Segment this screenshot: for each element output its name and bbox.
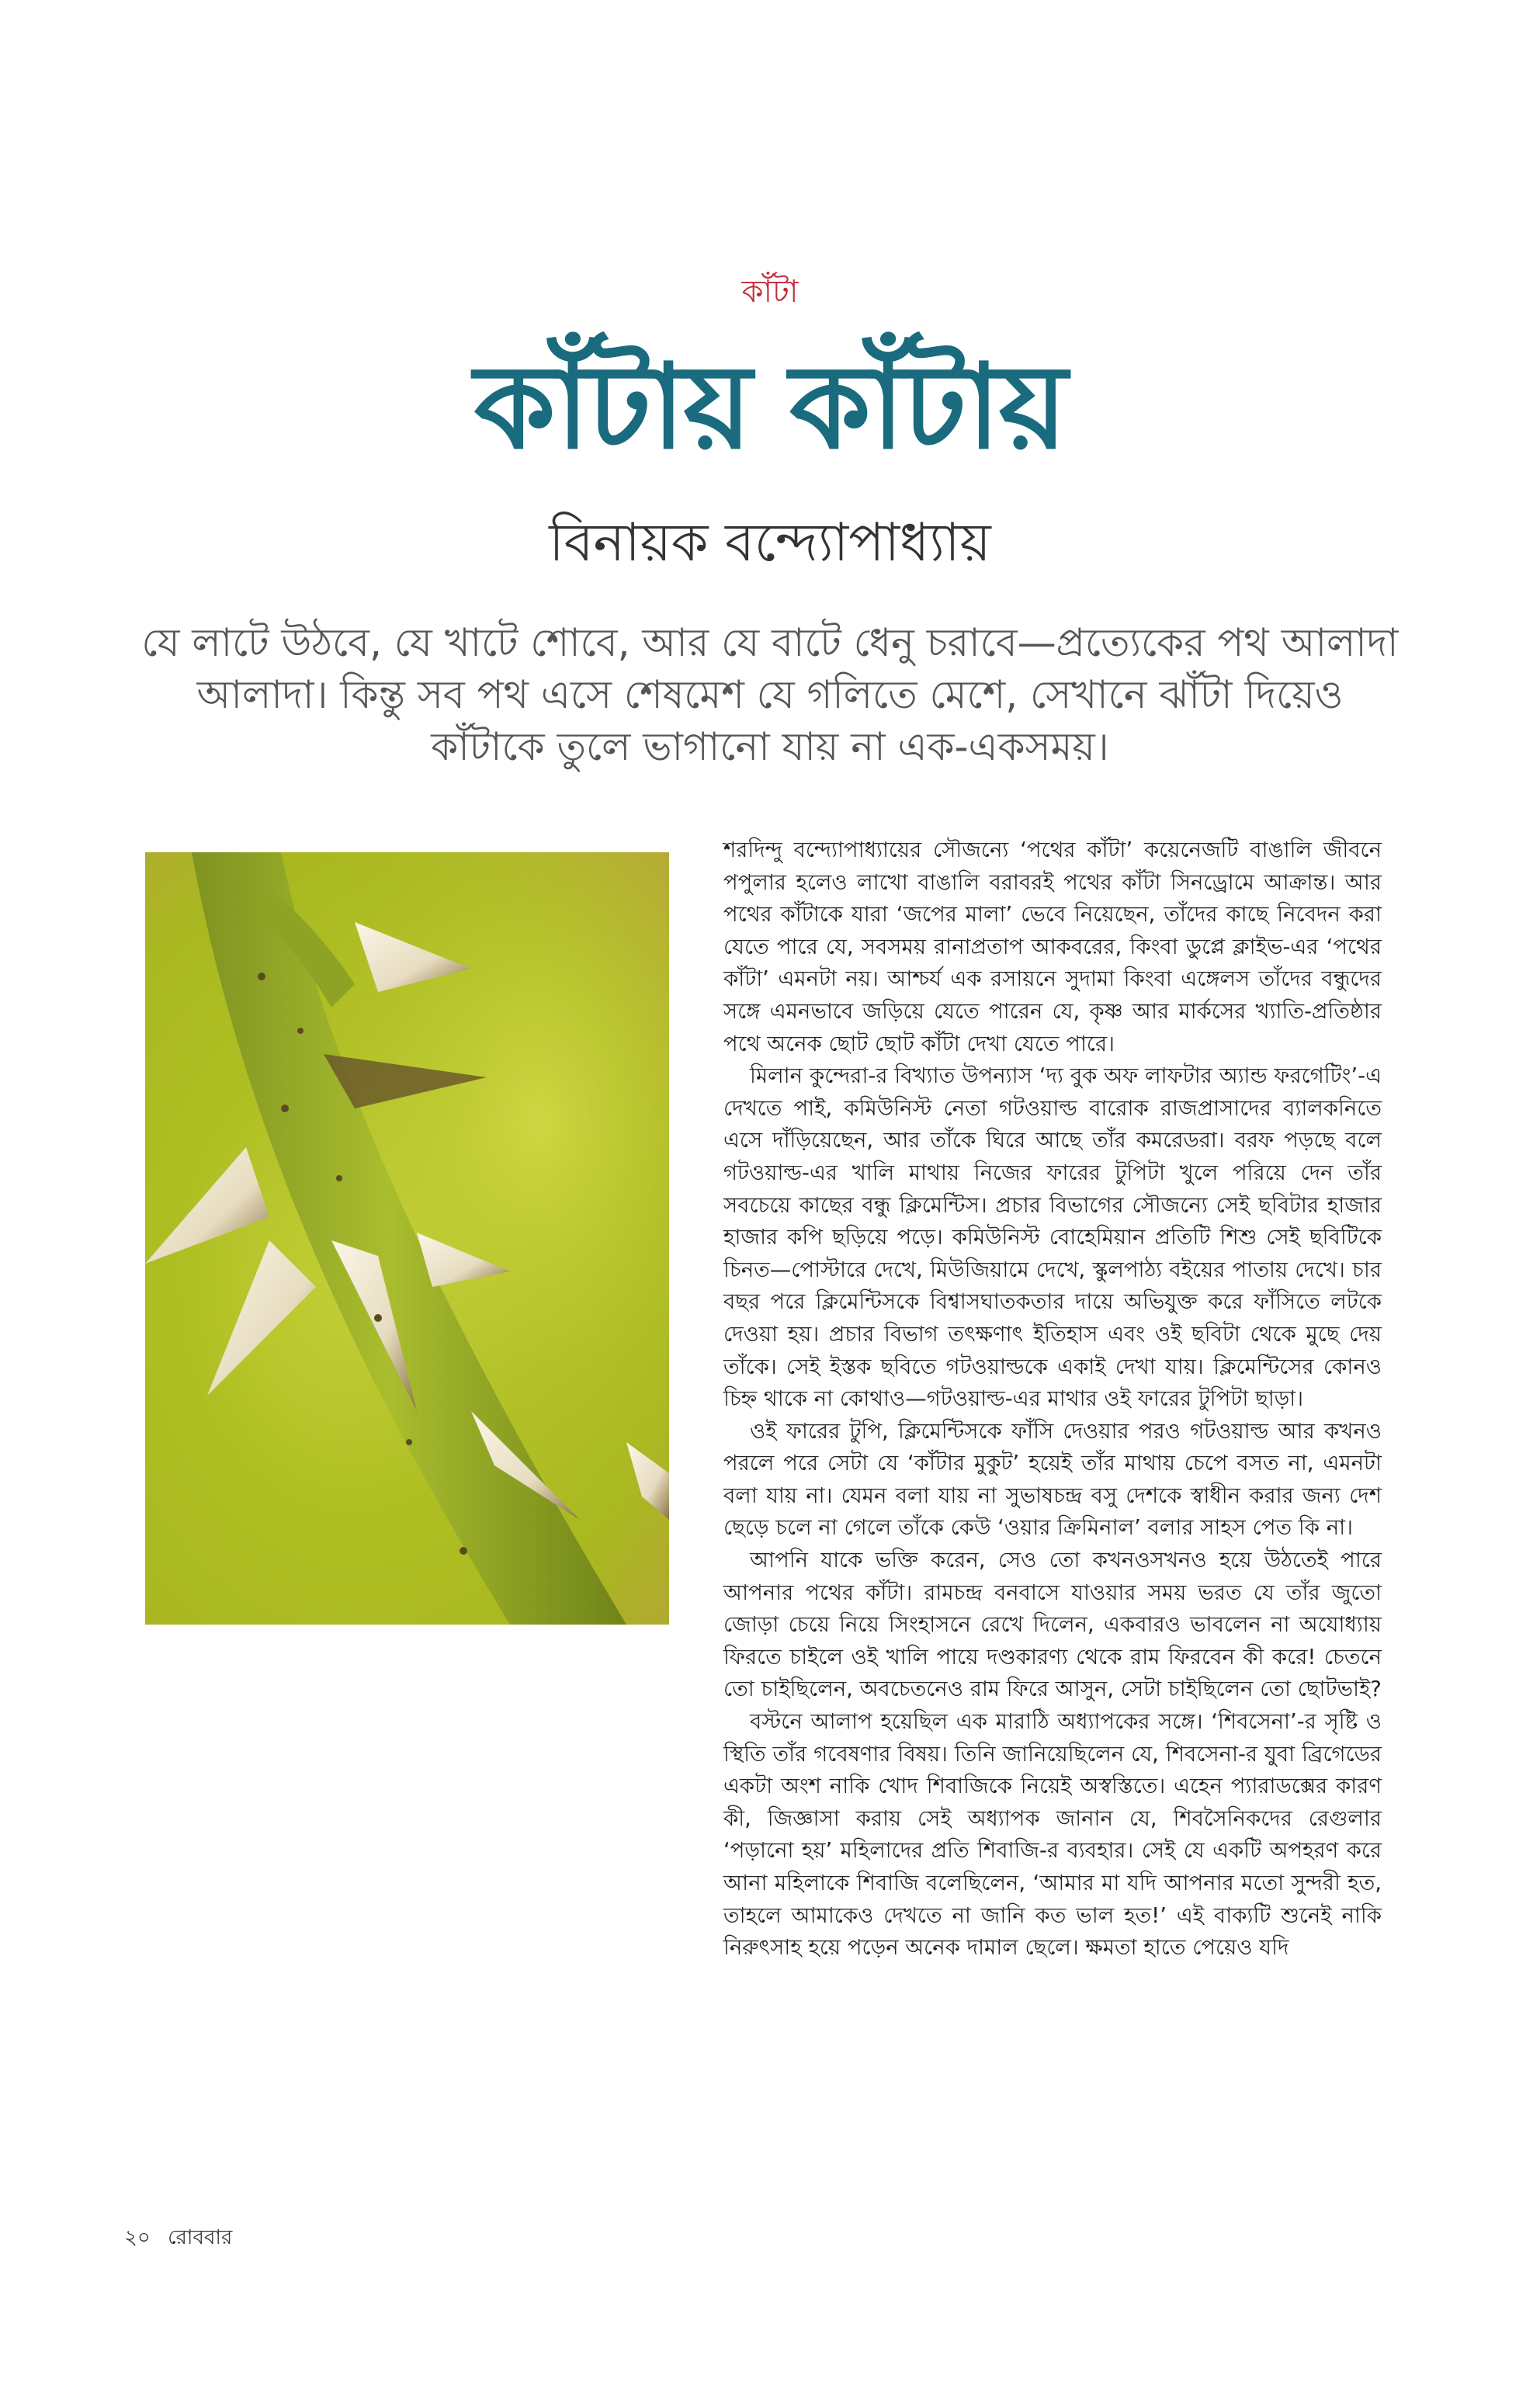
author-byline: বিনায়ক বন্দ্যোপাধ্যায় [549,512,991,574]
page-footer [124,2221,243,2256]
stem-dot [406,1439,412,1445]
thorn-stem-photo [145,852,669,1625]
article-body [723,834,1382,1965]
stem-dot [258,973,265,980]
body-paragraph: বস্টনে আলাপ হয়েছিল এক মারাঠি অধ্যাপকের সঙ্গে। ‘শিবসেনা’-র সৃষ্টি ও স্থিতি তাঁর গবেষণার বিষয়। তিনি জানিয়েছিলেন যে, শিবসেনা-র যুবা ব্রিগেডের একটা অংশ নাকি খোদ শিবাজিকে নিয়েই অস্বস্তিতে। এহেন প্যারাডক্সের কারণ কী, জিজ্ঞাসা করায় সেই অধ্যাপক জানান যে, শিবসৈনিকদের রেগুলার ‘পড়ানো হয়’ মহিলাদের প্রতি শিবাজি-র ব্যবহার। সেই যে একটি অপহরণ করে আনা মহিলাকে শিবাজি বলেছিলেন, ‘আমার মা যদি আপনার মতো সুন্দরী হত, তাহলে আমাকেও দেখতে না জানি কত ভাল হত!’ এই বাক্যটি শুনেই নাকি নিরুৎসাহ হয়ে পড়েন অনেক দামাল ছেলে। ক্ষমতা হাতে পেয়েও যদি [723,1709,1382,1961]
stem-dot [281,1105,289,1112]
body-paragraph: শরদিন্দু বন্দ্যোপাধ্যায়ের সৌজন্যে ‘পথের কাঁটা’ কয়েনেজটি বাঙালি জীবনে পপুলার হলেও লাখো বাঙালি বরাবরই পথের কাঁটা সিনড্রোমে আক্রান্ত। আর পথের কাঁটাকে যারা ‘জপের মালা’ ভেবে নিয়েছেন, তাঁদের কাছে নিবেদন করা যেতে পারে যে, সবসময় রানাপ্রতাপ আকবরের, কিংবা ডুপ্লে ক্লাইভ-এর ‘পথের কাঁটা’ এমনটা নয়। আশ্চর্য এক রসায়নে সুদামা কিংবা এঙ্গেলস তাঁদের বন্ধুদের সঙ্গে এমনভাবে জড়িয়ে যেতে পারেন যে, কৃষ্ণ আর মার্কসের খ্যাতি-প্রতিষ্ঠার পথে অনেক ছোট ছোট কাঁটা দেখা যেতে পারে। [723,838,1382,1056]
stem-dot [336,1175,342,1181]
article-title: কাঁটায় কাঁটায় [473,340,1067,475]
section-kicker: কাঁটা [741,274,799,310]
page-number: ২০ [124,2226,151,2249]
magazine-name: রোববার [168,2226,233,2249]
stem-dot [460,1547,467,1555]
body-paragraph: মিলান কুন্দেরা-র বিখ্যাত উপন্যাস ‘দ্য বুক অফ লাফটার অ্যান্ড ফরগেটিং’-এ দেখতে পাই, কমিউনিস্ট নেতা গটওয়াল্ড বারোক রাজপ্রাসাদের ব্যালকনিতে এসে দাঁড়িয়েছেন, আর তাঁকে ঘিরে আছে তাঁর কমরেডরা। বরফ পড়ছে বলে গটওয়াল্ড-এর খালি মাথায় নিজের ফারের টুপিটা খুলে পরিয়ে দেন তাঁর সবচেয়ে কাছের বন্ধু ক্লিমেন্টিস। প্রচার বিভাগের সৌজন্যে সেই ছবিটার হাজার হাজার কপি ছড়িয়ে পড়ে। কমিউনিস্ট বোহেমিয়ান প্রতিটি শিশু সেই ছবিটিকে চিনত—পোস্টারে দেখে, মিউজিয়ামে দেখে, স্কুলপাঠ্য বইয়ের পাতায় দেখে। চার বছর পরে ক্লিমেন্টিসকে বিশ্বাসঘাতকতার দায়ে অভিযুক্ত করে ফাঁসিতে লটকে দেওয়া হয়। প্রচার বিভাগ তৎক্ষণাৎ ইতিহাস এবং ওই ছবিটা থেকে মুছে দেয় তাঁকে। সেই ইস্তক ছবিতে গটওয়াল্ডকে একাই দেখা যায়। ক্লিমেন্টিসের কোনও চিহ্ন থাকে না কোথাও—গটওয়াল্ড-এর মাথার ওই ফারের টুপিটা ছাড়া। [723,1063,1382,1412]
stem-dot [374,1314,382,1322]
thorn-stem-illustration [145,852,669,1625]
body-paragraph: আপনি যাকে ভক্তি করেন, সেও তো কখনওসখনও হয়ে উঠতেই পারে আপনার পথের কাঁটা। রামচন্দ্র বনবাসে যাওয়ার সময় ভরত যে তাঁর জুতো জোড়া চেয়ে নিয়ে সিংহাসনে রেখে দিলেন, একবারও ভাবলেন না অযোধ্যায় ফিরতে চাইলে ওই খালি পায়ে দণ্ডকারণ্য থেকে রাম ফিরবেন কী করে! চেতনে তো চাইছিলেন, অবচেতনেও রাম ফিরে আসুন, সেটা চাইছিলেন তো ছোটভাই? [723,1548,1382,1702]
standfirst: যে লাটে উঠবে, যে খাটে শোবে, আর যে বাটে ধেনু চরাবে—প্রত্যেকের পথ আলাদা আলাদা। কিন্তু সব পথ এসে শেষমেশ যে গলিতে মেশে, সেখানে ঝাঁটা দিয়েও কাঁটাকে তুলে ভাগানো যায় না এক-একসময়। [141,620,1399,769]
body-paragraph: ওই ফারের টুপি, ক্লিমেন্টিসকে ফাঁসি দেওয়ার পরও গটওয়াল্ড আর কখনও পরলে পরে সেটা যে ‘কাঁটার মুকুট’ হয়েই তাঁর মাথায় চেপে বসত না, এমনটা বলা যায় না। যেমন বলা যায় না সুভাষচন্দ্র বসু দেশকে স্বাধীন করার জন্য দেশ ছেড়ে চলে না গেলে তাঁকে কেউ ‘ওয়ার ক্রিমিনাল’ বলার সাহস পেত কি না। [723,1418,1382,1541]
stem-dot [297,1028,303,1034]
